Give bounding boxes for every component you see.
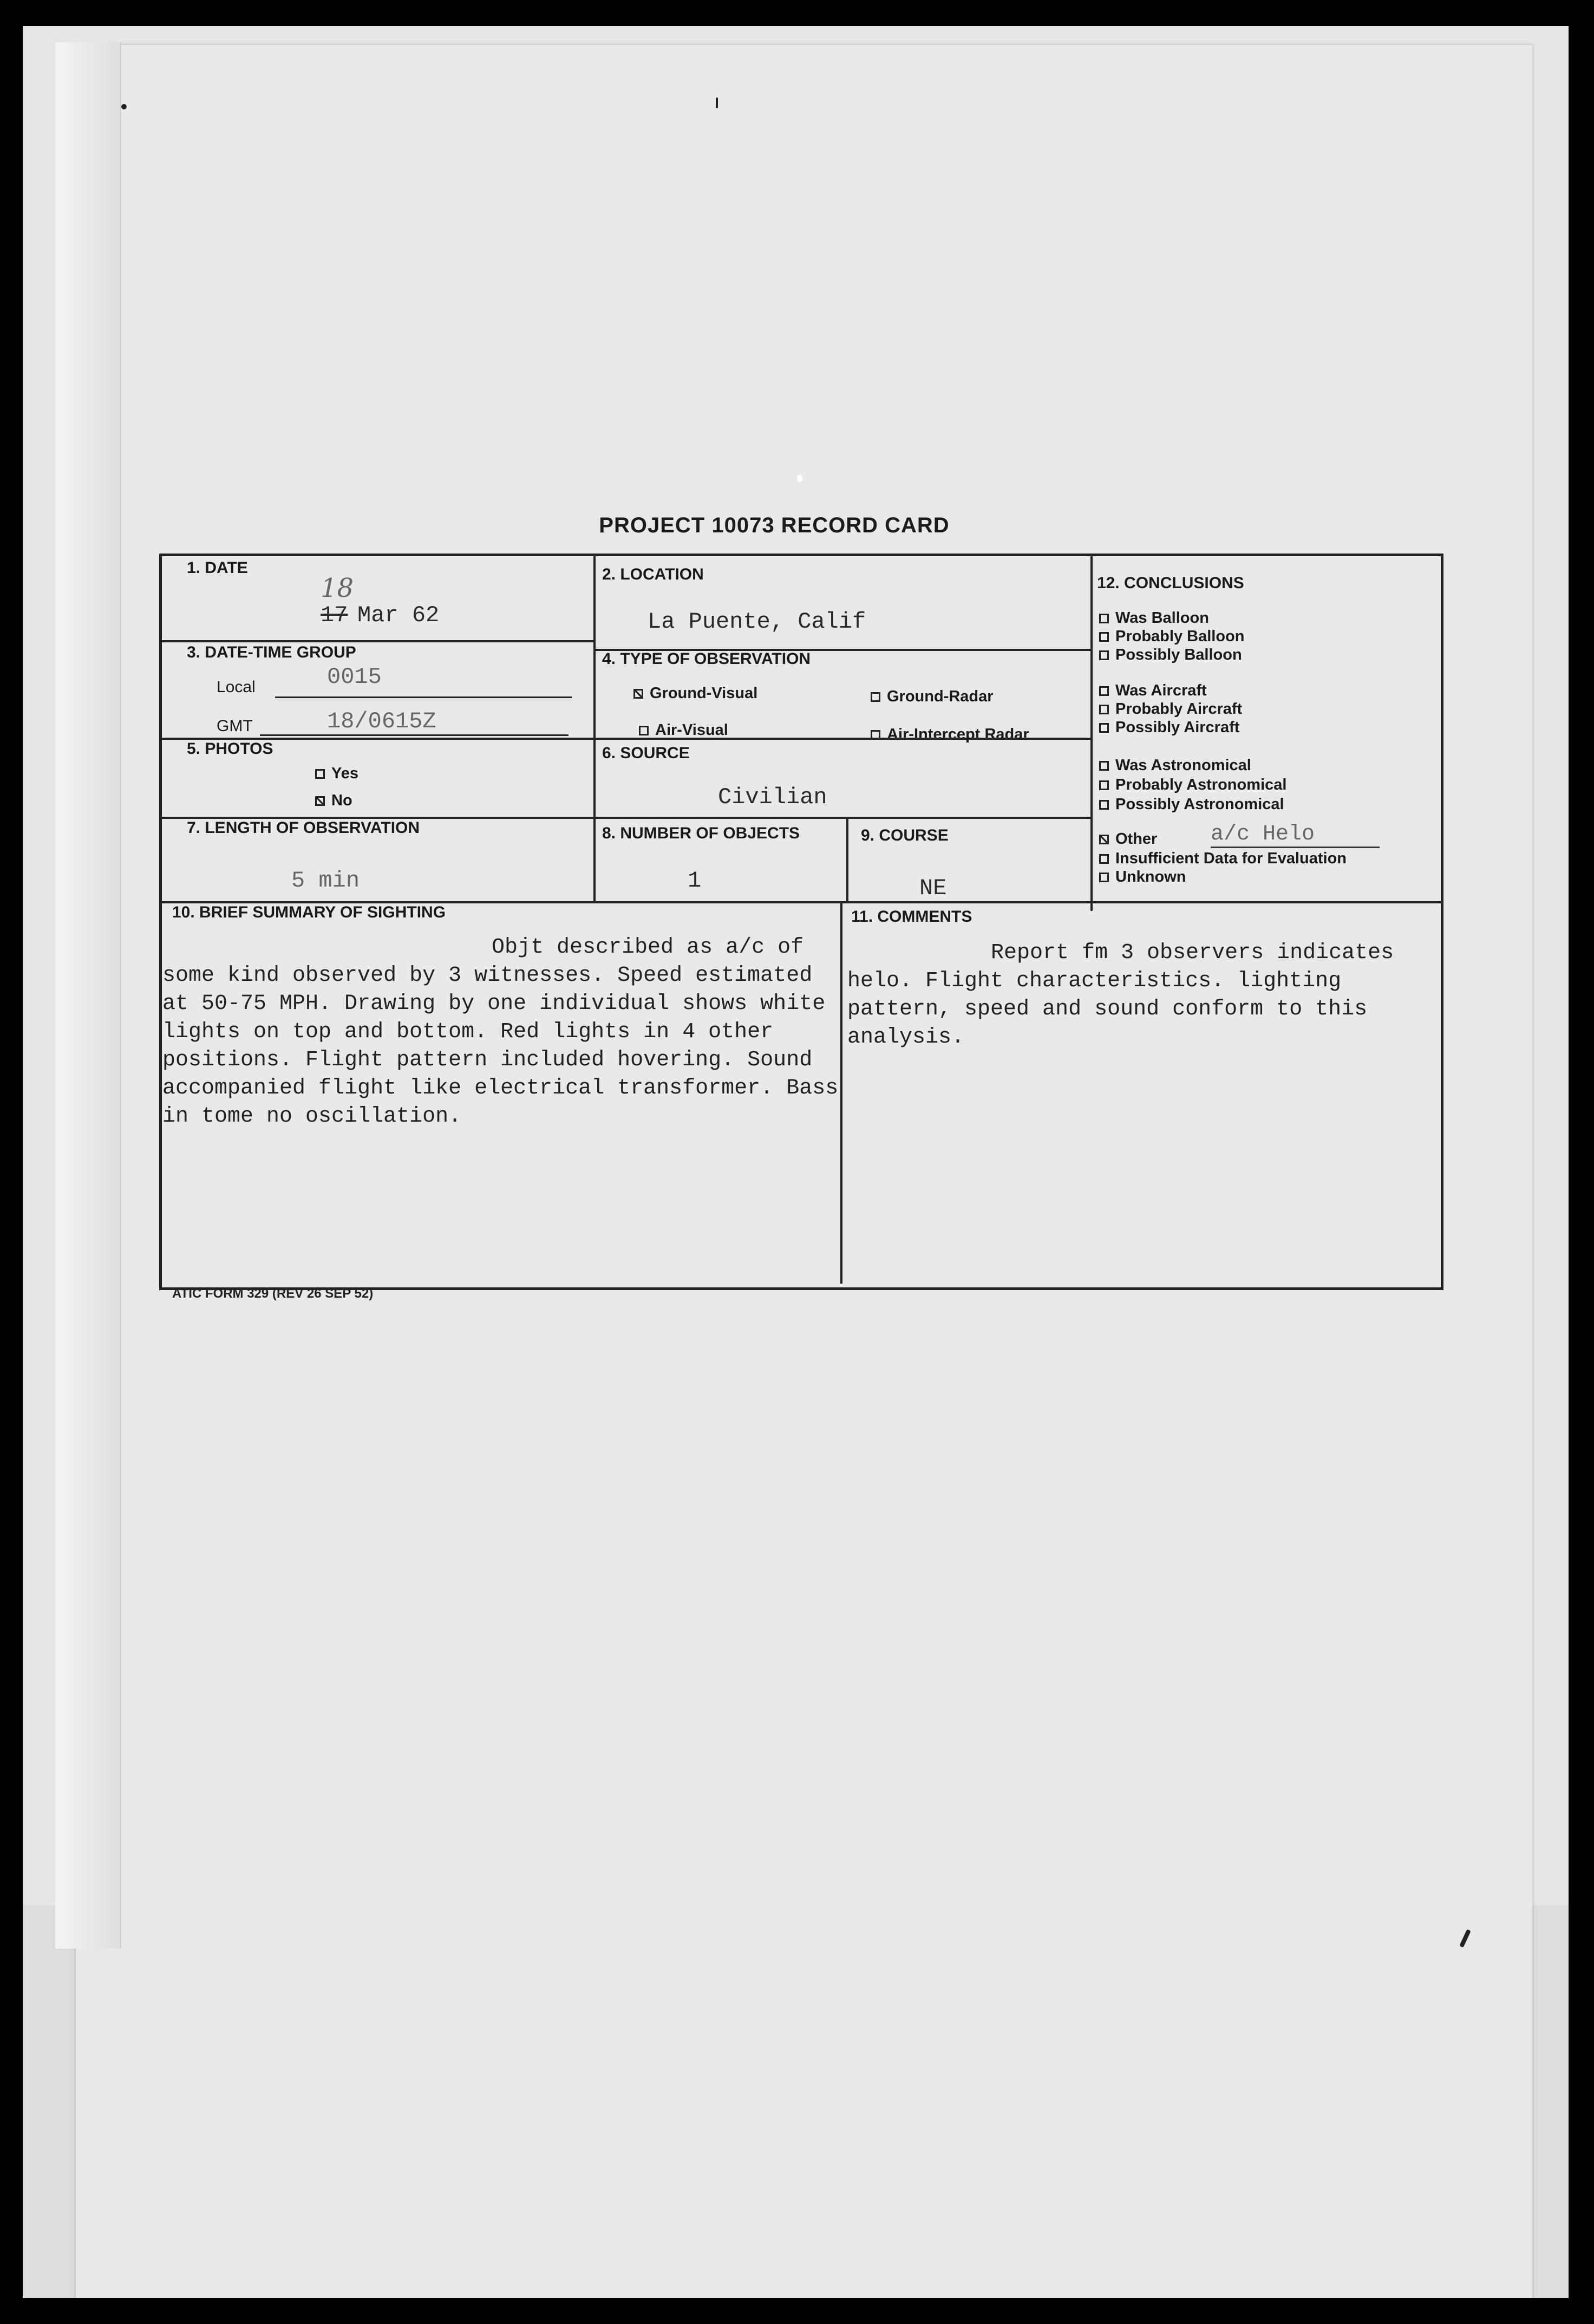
date-label: 1. DATE: [187, 559, 248, 577]
option-text: Air-Intercept Radar: [887, 726, 1029, 743]
option-photos-yes: [315, 765, 358, 783]
checkbox-icon[interactable]: [1099, 614, 1109, 623]
conclusion-text: Unknown: [1115, 868, 1186, 886]
conclusion-was-astronomical: [1099, 756, 1251, 774]
checkbox-icon[interactable]: [1099, 761, 1109, 771]
conclusion-possibly-aircraft: [1099, 718, 1239, 737]
page-curl-edge: [55, 42, 121, 1949]
divider: [846, 817, 848, 901]
conclusion-probably-balloon: [1099, 627, 1244, 646]
film-speck: [121, 104, 127, 109]
dtg-label: 3. DATE-TIME GROUP: [187, 643, 356, 661]
observation-type-label: 4. TYPE OF OBSERVATION: [602, 650, 811, 668]
option-text: Ground-Visual: [650, 685, 758, 702]
summary-text: [162, 906, 850, 1131]
objects-label: 8. NUMBER OF OBJECTS: [602, 824, 800, 842]
checkbox-checked-icon[interactable]: [633, 689, 643, 699]
option-ground-visual: [633, 685, 757, 702]
conclusion-possibly-astronomical: [1099, 795, 1284, 813]
date-value: Mar 62: [357, 602, 440, 628]
conclusion-text: Was Aircraft: [1115, 682, 1207, 699]
conclusion-other: [1099, 830, 1157, 848]
option-photos-no: [315, 792, 352, 810]
comments-text: [847, 911, 1443, 1052]
objects-value: 1: [688, 868, 702, 894]
conclusion-text: Probably Aircraft: [1115, 700, 1243, 718]
summary-label: 10. BRIEF SUMMARY OF SIGHTING: [172, 903, 446, 921]
divider: [593, 554, 596, 901]
option-air-visual: [639, 721, 728, 739]
conclusion-text: Probably Balloon: [1115, 628, 1245, 645]
length-label: 7. LENGTH OF OBSERVATION: [187, 819, 420, 837]
conclusion-was-balloon: [1099, 609, 1209, 627]
conclusions-label: 12. CONCLUSIONS: [1097, 574, 1244, 592]
option-text: Air-Visual: [655, 721, 728, 739]
option-ground-radar: [871, 688, 994, 706]
source-value: Civilian: [718, 784, 827, 810]
summary-text-body: Objt described as a/c of some kind observed by 3 witnesses. Speed estimated at 50-75 MPH. Drawing by one individual shows white lights on top and bottom. Red lights in 4 other positions. Flight pattern included hovering. Sound accompanied flight like electrical transformer. Bass in tome no oscillation.: [162, 935, 839, 1129]
checkbox-icon[interactable]: [1099, 650, 1109, 660]
conclusion-text: Insufficient Data for Evaluation: [1115, 850, 1347, 867]
conclusion-possibly-balloon: [1099, 646, 1242, 664]
checkbox-checked-icon[interactable]: [315, 796, 325, 806]
checkbox-icon[interactable]: [1099, 705, 1109, 714]
checkbox-icon[interactable]: [1099, 780, 1109, 790]
source-label: 6. SOURCE: [602, 744, 690, 762]
course-value: NE: [919, 875, 947, 901]
checkbox-icon[interactable]: [871, 730, 880, 740]
checkbox-icon[interactable]: [315, 769, 325, 779]
dtg-local-label: Local: [217, 678, 256, 696]
photos-label: 5. PHOTOS: [187, 740, 273, 758]
conclusion-text: Possibly Aircraft: [1115, 719, 1240, 736]
card-title: PROJECT 10073 RECORD CARD: [599, 513, 950, 537]
option-air-intercept-radar: [871, 726, 1029, 744]
conclusion-text: Other: [1115, 830, 1158, 848]
conclusion-text: Probably Astronomical: [1115, 776, 1287, 793]
checkbox-checked-icon[interactable]: [1099, 835, 1109, 844]
film-speck: [716, 97, 718, 108]
form-number: ATIC FORM 329 (REV 26 SEP 52): [172, 1286, 374, 1301]
conclusion-insufficient-data: [1099, 849, 1347, 868]
dtg-gmt-value: 18/0615Z: [327, 708, 436, 734]
conclusion-other-value: a/c Helo: [1211, 822, 1380, 848]
conclusion-was-aircraft: [1099, 681, 1207, 700]
comments-label: 11. COMMENTS: [851, 908, 972, 926]
checkbox-icon[interactable]: [1099, 854, 1109, 864]
checkbox-icon[interactable]: [1099, 873, 1109, 882]
checkbox-icon[interactable]: [1099, 632, 1109, 642]
conclusion-text: Was Astronomical: [1115, 757, 1251, 774]
checkbox-icon[interactable]: [1099, 800, 1109, 810]
conclusion-unknown: [1099, 868, 1186, 886]
course-label: 9. COURSE: [861, 826, 949, 844]
conclusion-text: Possibly Astronomical: [1115, 796, 1284, 813]
film-speck: [797, 474, 802, 482]
divider: [159, 640, 593, 642]
date-day-handwritten: 18: [321, 573, 354, 603]
date-day-typed: 17: [321, 602, 348, 628]
dtg-gmt-underline: [260, 734, 569, 736]
checkbox-icon[interactable]: [871, 692, 880, 702]
location-value: La Puente, Calif: [648, 609, 866, 635]
option-text: No: [331, 792, 352, 809]
conclusion-text: Possibly Balloon: [1115, 646, 1242, 663]
option-text: Yes: [331, 765, 358, 782]
option-text: Ground-Radar: [887, 688, 994, 705]
conclusion-probably-aircraft: [1099, 700, 1242, 718]
length-value: 5 min: [291, 868, 360, 894]
divider: [1090, 554, 1093, 911]
dtg-local-underline: [275, 696, 572, 698]
conclusion-text: Was Balloon: [1115, 609, 1209, 627]
location-label: 2. LOCATION: [602, 565, 704, 583]
conclusion-probably-astronomical: [1099, 776, 1286, 794]
checkbox-icon[interactable]: [639, 726, 649, 735]
checkbox-icon[interactable]: [1099, 686, 1109, 696]
comments-text-body: Report fm 3 observers indicates helo. Flight characteristics. lighting pattern, speed and sound conform to this analysis.: [847, 941, 1394, 1050]
checkbox-icon[interactable]: [1099, 723, 1109, 733]
dtg-local-value: 0015: [327, 664, 382, 690]
dtg-gmt-label: GMT: [217, 717, 253, 735]
